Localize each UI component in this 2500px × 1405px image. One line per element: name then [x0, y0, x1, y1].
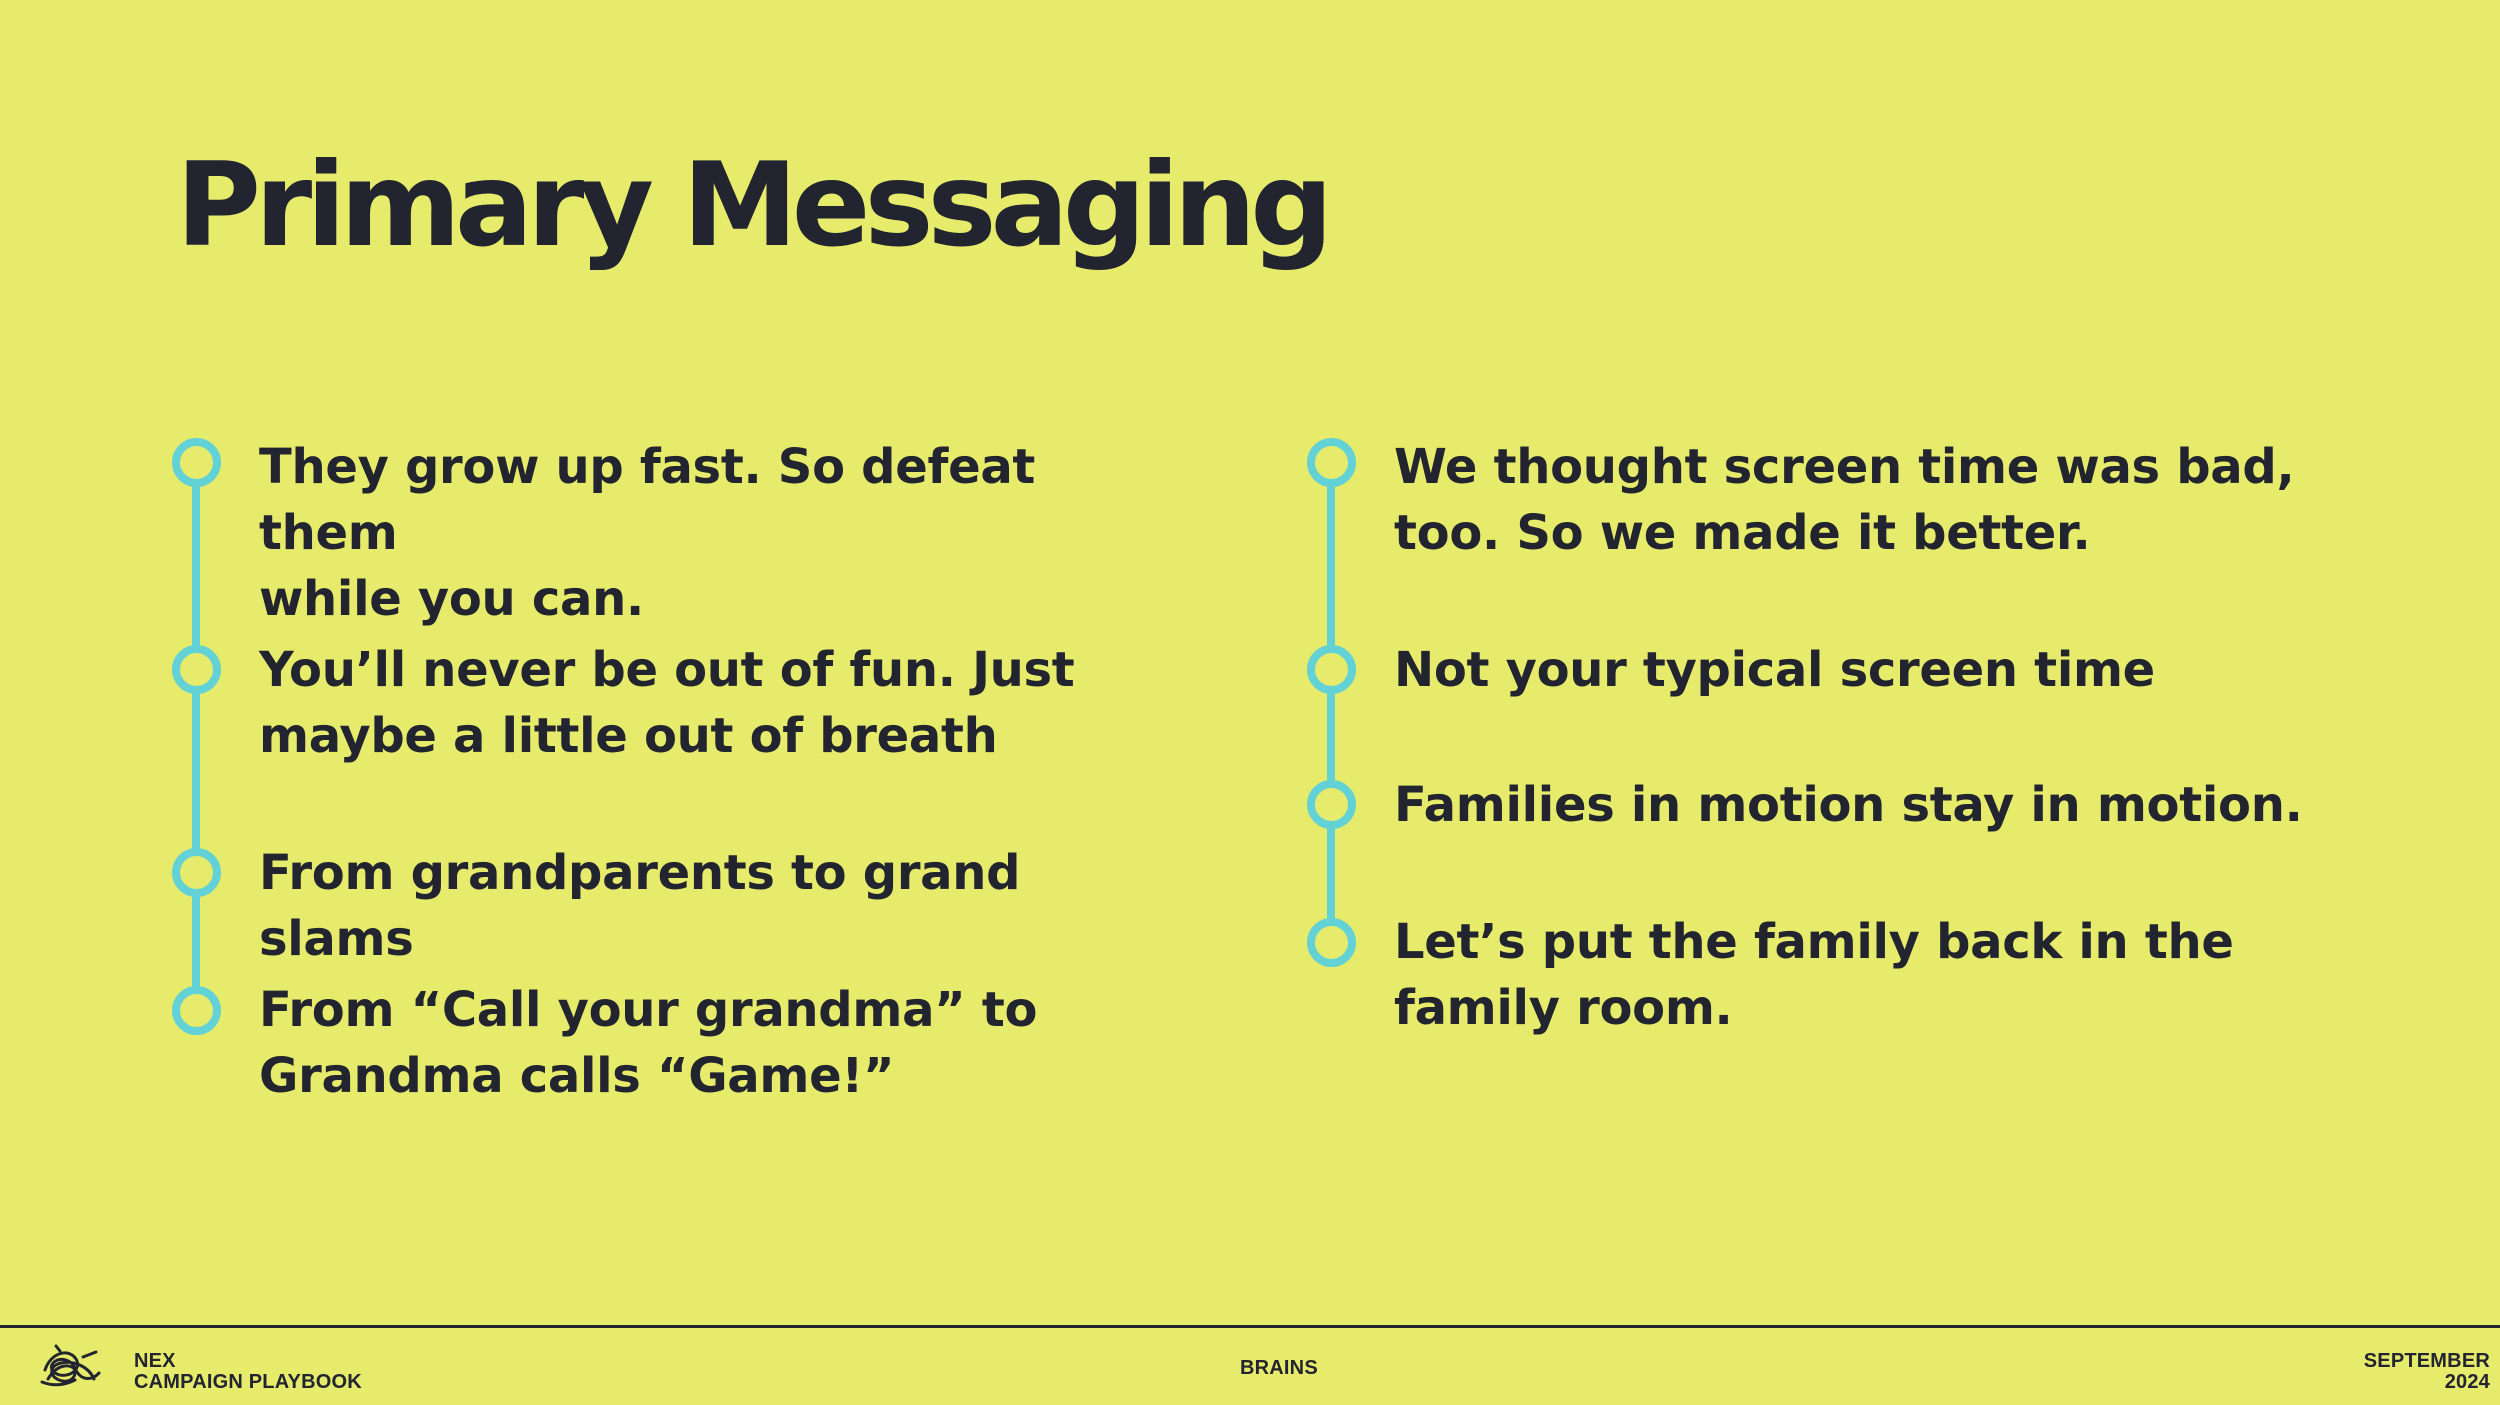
right-message-1-line-1: We thought screen time was bad,	[1394, 439, 2295, 495]
right-message-2	[1394, 637, 2324, 703]
right-message-3	[1394, 772, 2324, 838]
footer-document-label	[134, 1351, 362, 1393]
left-timeline-node-4	[172, 986, 221, 1035]
footer-date	[2364, 1351, 2490, 1393]
left-message-4	[259, 977, 1179, 1109]
left-message-4-line-1: From “Call your grandma” to	[259, 982, 1038, 1038]
left-message-3	[259, 840, 1179, 972]
right-message-2-line-1: Not your typical screen time	[1394, 642, 2155, 698]
right-timeline-node-2	[1307, 645, 1356, 694]
left-message-2-line-2: maybe a little out of breath	[259, 708, 998, 764]
left-message-2-line-1: You’ll never be out of fun. Just	[259, 642, 1075, 698]
right-message-1	[1394, 434, 2324, 566]
left-message-1	[259, 434, 1179, 632]
left-timeline-line	[192, 482, 200, 1014]
footer-month: SEPTEMBER	[2363, 1350, 2490, 1372]
page-title: Primary Messaging	[176, 138, 1328, 273]
footer-brand: NEX	[134, 1350, 176, 1372]
right-timeline-node-4	[1307, 918, 1356, 967]
footer-section-label: BRAINS	[1240, 1357, 1318, 1379]
right-timeline-node-1	[1307, 438, 1356, 487]
right-message-3-line-1: Families in motion stay in motion.	[1394, 777, 2303, 833]
footer-document-title: CAMPAIGN PLAYBOOK	[134, 1371, 362, 1393]
scribble-logo-icon	[38, 1344, 102, 1392]
footer-divider	[0, 1325, 2500, 1328]
left-message-1-line-1: They grow up fast. So defeat them	[259, 439, 1036, 561]
left-timeline-node-2	[172, 645, 221, 694]
right-message-4-line-1: Let’s put the family back in the	[1394, 914, 2234, 970]
right-message-4-line-2: family room.	[1394, 980, 1733, 1036]
left-message-3-line-1: From grandparents to grand slams	[259, 845, 1021, 967]
right-message-1-line-2: too. So we made it better.	[1394, 505, 2091, 561]
right-message-4	[1394, 909, 2324, 1041]
footer-year: 2024	[2444, 1371, 2490, 1393]
left-message-2	[259, 637, 1179, 769]
left-timeline-node-1	[172, 438, 221, 487]
right-timeline-line	[1327, 482, 1335, 945]
left-timeline-node-3	[172, 848, 221, 897]
left-message-1-line-2: while you can.	[259, 571, 644, 627]
left-message-4-line-2: Grandma calls “Game!”	[259, 1048, 895, 1104]
right-timeline-node-3	[1307, 780, 1356, 829]
